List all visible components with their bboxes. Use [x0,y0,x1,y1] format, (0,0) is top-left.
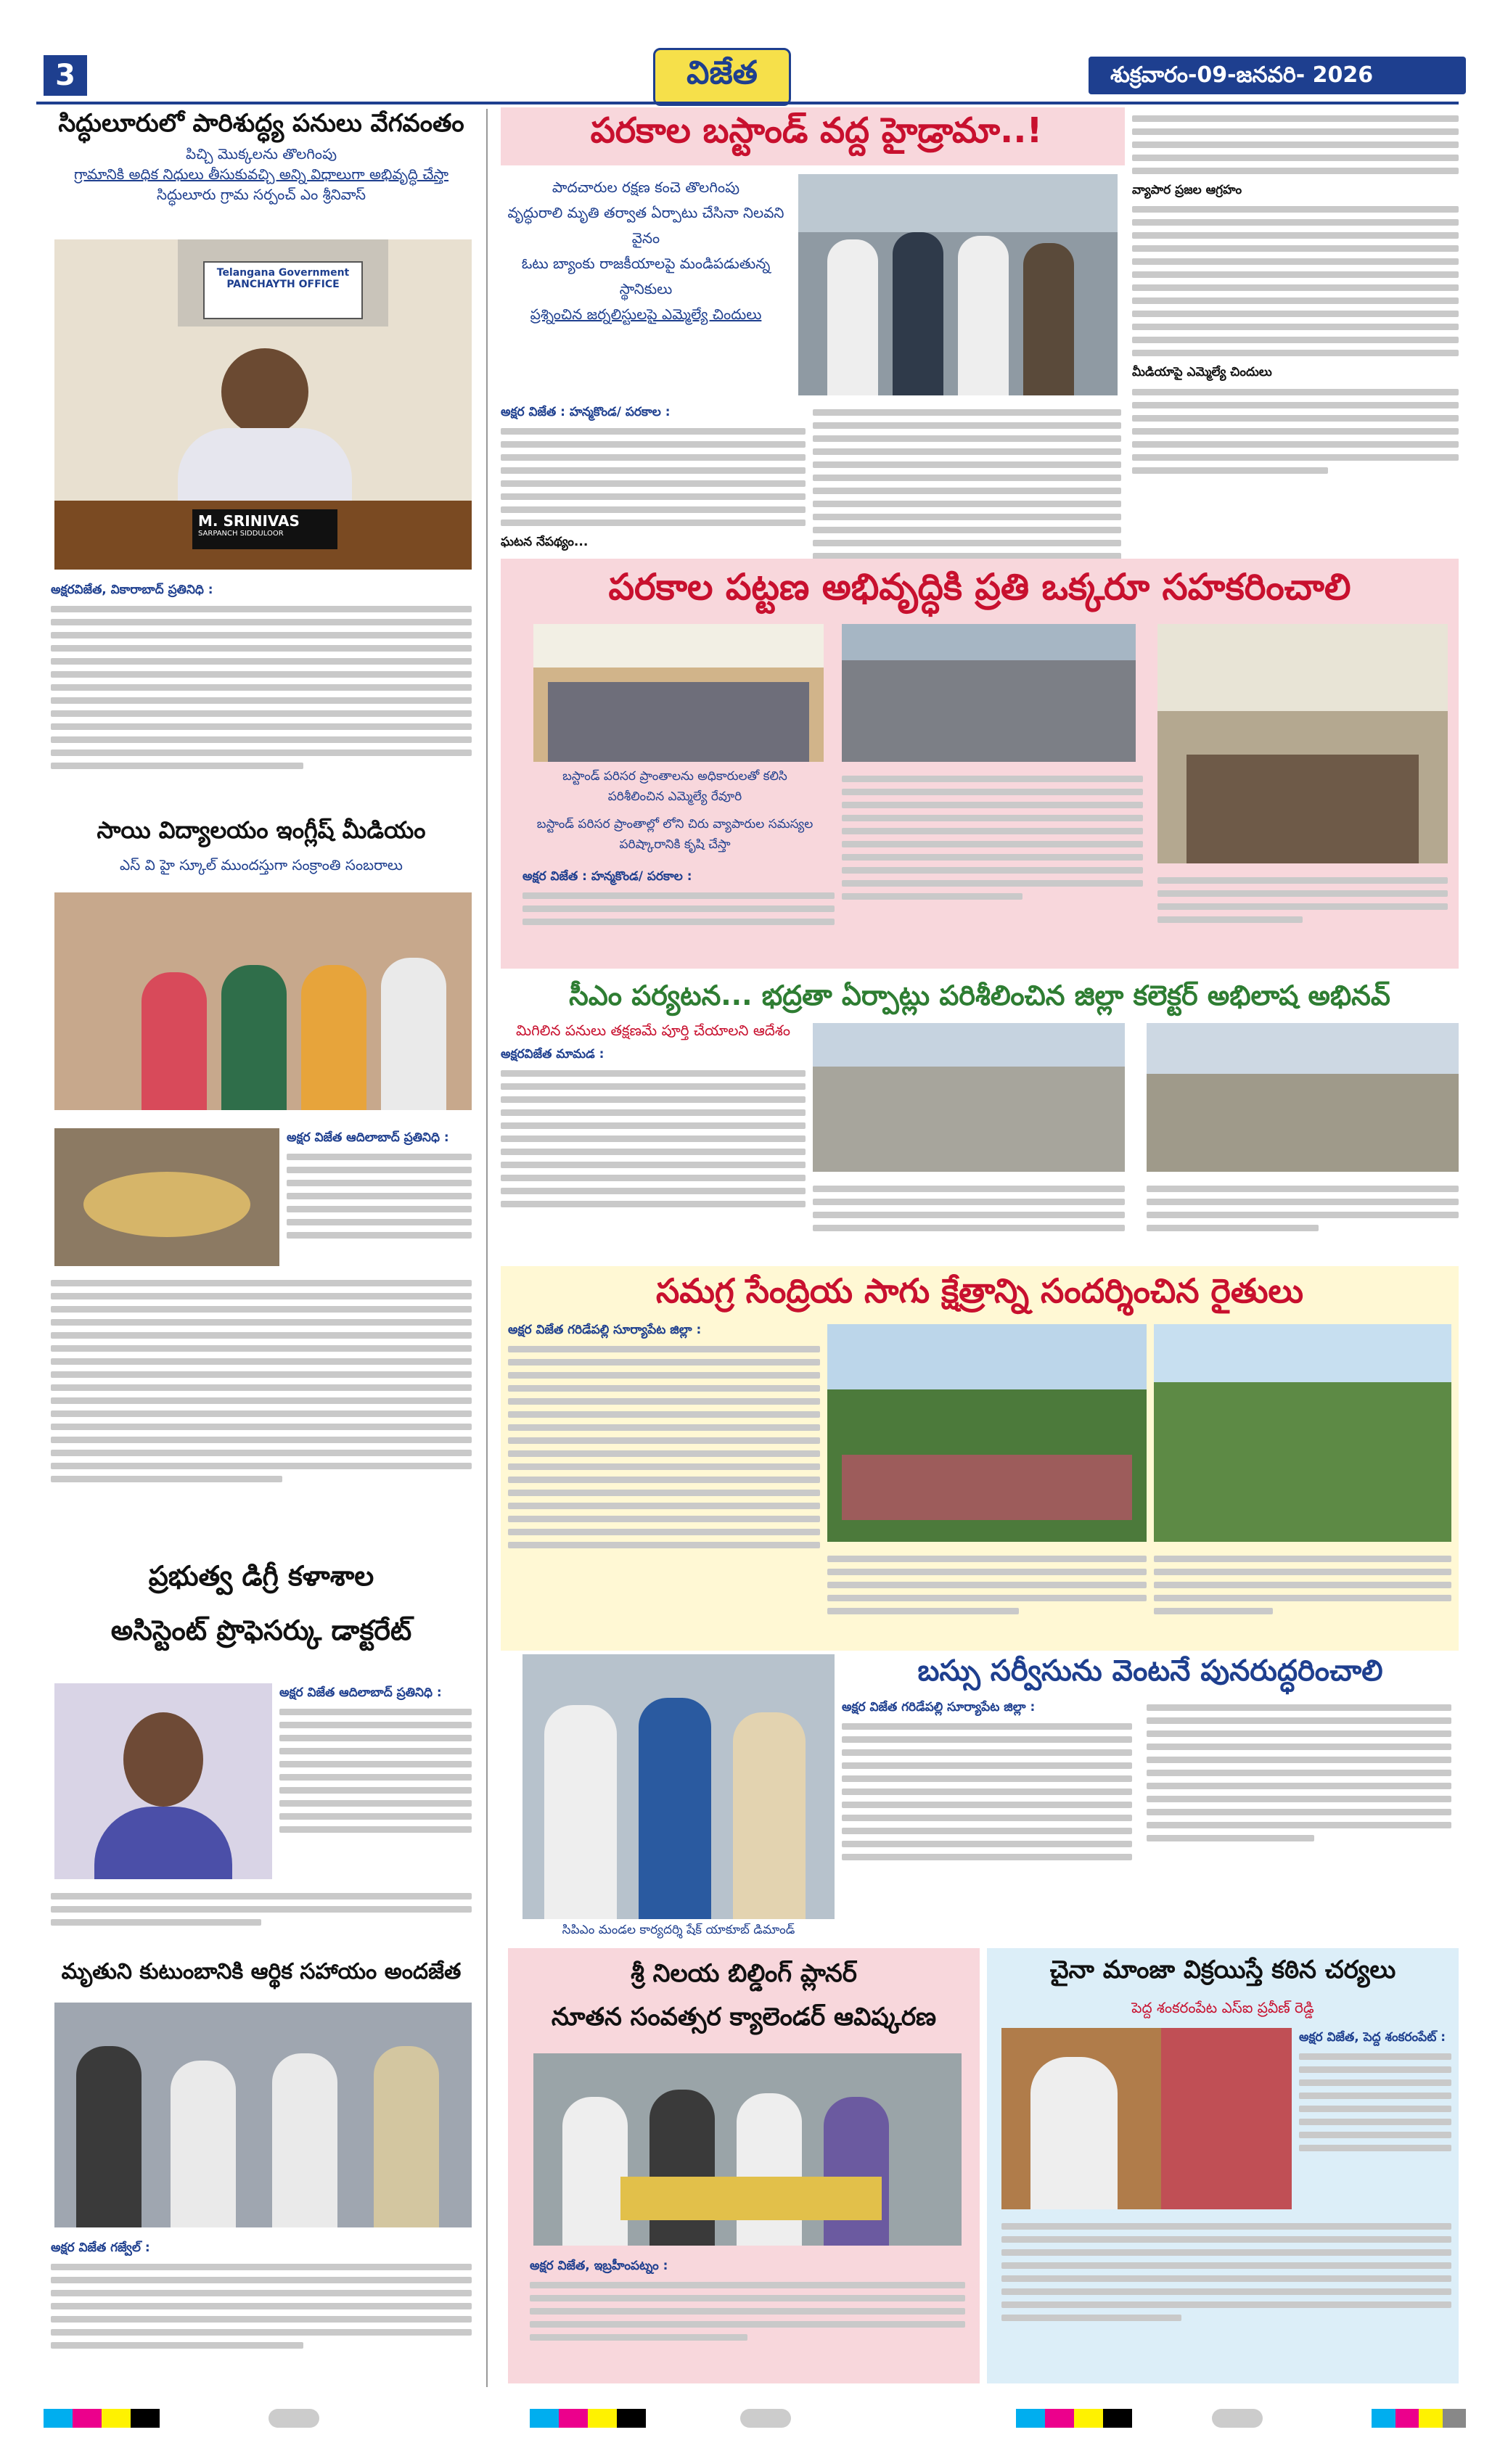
parakala-body-1 [522,867,835,961]
china-photo [1001,2028,1292,2209]
top-dateline: అక్షర విజేత : హన్మకొండ/ పరకాల : [501,405,671,419]
header-rule [36,102,1459,104]
registration-pill-2 [740,2409,791,2428]
farmers-dateline: అక్షర విజేత గరిడేపల్లి సూర్యాపేట జిల్లా : [508,1323,702,1337]
story2-sub: ఎస్ వి హై స్కూల్ ముందస్తుగా సంక్రాంతి సంబరాలు [120,856,403,874]
farmers-body-2 [827,1549,1147,1647]
top-sub-2: వృద్ధురాలి మృతి తర్వాత ఏర్పాటు చేసినా నిలవని [507,204,784,221]
registration-pill-1 [269,2409,319,2428]
bus-body-2 [1147,1698,1451,1930]
top-sub-3: వైనం [631,229,660,247]
top-photo [798,174,1118,395]
school-photo-1 [54,892,472,1110]
story4-body [51,2238,472,2376]
bus-caption: సిపిఎం మండల కార్యదర్శి షేక్ యాకూబ్ డిమాండ్ [562,1923,795,1937]
parakala-caption-4: పరిష్కారానికి కృషి చేస్తా [619,837,731,852]
china-dateline: అక్షర విజేత, పెద్ద శంకరంపేట్ : [1299,2030,1446,2045]
parakala-dateline: అక్షర విజేత : హన్మకొండ/ పరకాల : [522,869,692,884]
parakala-caption-3: బస్టాండ్ పరిసర ప్రాంతాల్లో లోని చిరు వ్యాపారుల సమస్యల [536,817,813,831]
bus-dateline: అక్షర విజేత గరిడేపల్లి సూర్యాపేట జిల్లా : [842,1700,1036,1714]
parakala-photo-2 [842,624,1136,762]
bus-headline: బస్సు సర్వీసును వెంటనే పునరుద్ధరించాలి [917,1654,1383,1688]
parakala-caption-1: బస్టాండ్ పరిసర ప్రాంతాలను అధికారులతో కలిసి [562,769,787,784]
story3-headline-1: ప్రభుత్వ డిగ్రీ కళాశాల [148,1560,374,1592]
story3-headline-2: అసిస్టెంట్ ప్రొఫెసర్కు డాక్టరేట్ [110,1614,412,1646]
top-sub-5: స్థానికులు [619,280,673,297]
cm-photo-1 [813,1023,1125,1172]
story4-headline: మృతుని కుటుంబానికి ఆర్థిక సహాయం అందజేత [61,1959,462,1984]
calendar-headline-2: నూతన సంవత్సర క్యాలెండర్ ఆవిష్కరణ [551,2003,937,2032]
person-head [221,348,308,435]
story2-body-b [51,1273,472,1549]
cm-dateline: అక్షరవిజేత మామడ : [501,1047,604,1061]
cm-visit-sub: మిగిలిన పనులు తక్షణమే పూర్తి చేయాలని ఆదేశం [515,1022,791,1039]
china-body-2 [1001,2217,1451,2376]
china-body-1 [1299,2028,1451,2209]
registration-marks-3 [1016,2409,1132,2428]
nameplate-name: M. SRINIVAS [198,512,300,530]
china-headline: చైనా మాంజా విక్రయిస్తే కఠిన చర్యలు [1049,1955,1396,1984]
top-right-sub-1: వ్యాపార ప్రజల ఆగ్రహం [1132,183,1242,197]
cm-body-3 [1147,1179,1459,1259]
story3-dateline: అక్షర విజేత ఆదిలాబాద్ ప్రతినిధి : [279,1685,442,1700]
bus-photo [522,1654,835,1919]
nameplate [192,509,337,549]
farmers-photo-2 [1154,1324,1451,1542]
story1-sub1: పిచ్చి మొక్కలను తొలగింపు [185,145,337,163]
parakala-body-2 [842,769,1143,961]
bus-body-1 [842,1698,1132,1930]
nameplate-title: SARPANCH SIDDULOOR [198,530,284,538]
parakala-photo-3 [1157,624,1448,863]
parakala-headline: పరకాల పట్టణ అభివృద్ధికి ప్రతి ఒక్కరూ సహకరించాలి [608,566,1351,608]
page-number: 3 [44,55,87,96]
masthead-logo: విజేత [653,48,791,106]
cm-body-2 [813,1179,1125,1259]
parakala-body-3 [1157,871,1448,961]
top-subheads [501,174,791,331]
school-photo-2 [54,1128,279,1266]
cm-photo-2 [1147,1023,1459,1172]
column-divider [486,109,488,2387]
registration-marks-2 [530,2409,646,2428]
top-headline: పరకాల బస్టాండ్ వద్ద హైడ్రామా..! [590,110,1043,151]
top-sub-1: పాదచారుల రక్షణ కంచె తొలగింపు [552,178,740,196]
farmers-photo-1 [827,1324,1147,1542]
registration-pill-3 [1212,2409,1263,2428]
farmers-body-3 [1154,1549,1451,1647]
calendar-photo [533,2053,962,2246]
sarpanch-photo [54,239,472,570]
top-body-3 [1132,109,1459,551]
farmers-body-1 [508,1321,820,1643]
office-sign: Telangana Government PANCHAYTH OFFICE [203,261,363,319]
professor-photo [54,1683,272,1879]
story2-body-a [287,1128,472,1266]
story1-sub2: గ్రామానికి అధిక నిధులు తీసుకువచ్చి అన్ని విధాలుగా అభివృద్ధి చేస్తా [73,165,449,183]
story3-body-a [279,1683,472,1879]
calendar-body [530,2256,965,2376]
top-sub-6: ప్రశ్నించిన జర్నలిస్టులపై ఎమ్మెల్యే చిందులు [530,305,762,323]
story4-dateline: అక్షర విజేత గజ్వేల్ : [51,2241,150,2255]
calendar-dateline: అక్షర విజేత, ఇబ్రహీంపట్నం : [530,2259,668,2273]
top-right-sub-2: మీడియాపై ఎమ్మెల్యే చిందులు [1132,365,1272,380]
issue-date: శుక్రవారం-09-జనవరి- 2026 [1089,57,1466,94]
calendar-headline-1: శ్రీ నిలయ బిల్డింగ్ ప్లానర్ [631,1959,857,1988]
story1-sub3: సిద్ధులూరు గ్రామ సర్పంచ్ ఎం శ్రీనివాస్ [156,186,366,203]
parakala-caption-2: పరిశీలించిన ఎమ్మెల్యే రేవూరి [607,789,742,804]
farmers-headline: సమగ్ర సేంద్రియ సాగు క్షేత్రాన్ని సందర్శించిన రైతులు [655,1271,1304,1310]
story1-dateline: అక్షరవిజేత, వికారాబాద్ ప్రతినిధి : [51,583,213,597]
china-sub: పెద్ద శంకరంపేట ఎస్ఐ ప్రవీణ్ రెడ్డి [1131,1999,1314,2016]
top-subhead-in-text: ఘటన నేపథ్యం... [501,535,589,550]
parakala-photo-1 [533,624,824,762]
registration-marks-4 [1372,2409,1466,2428]
cm-body-1 [501,1045,806,1262]
story3-body-b [51,1886,472,1944]
story2-headline: సాయి విద్యాలయం ఇంగ్లీష్ మీడియం [97,816,426,844]
top-sub-4: ఓటు బ్యాంకు రాజకీయాలపై మండిపడుతున్న [521,255,771,272]
assistance-photo [54,2003,472,2227]
registration-marks-1 [44,2409,160,2428]
story1-headline: సిద్ధులూరులో పారిశుద్ధ్య పనులు వేగవంతం [58,109,464,138]
story2-dateline: అక్షర విజేత ఆదిలాబాద్ ప్రతినిధి : [287,1130,449,1145]
story1-body [51,580,472,798]
cm-visit-headline: సీఎం పర్యటన... భద్రతా ఏర్పాట్లు పరిశీలించిన జిల్లా కలెక్టర్ అభిలాష అభినవ్ [569,980,1390,1011]
